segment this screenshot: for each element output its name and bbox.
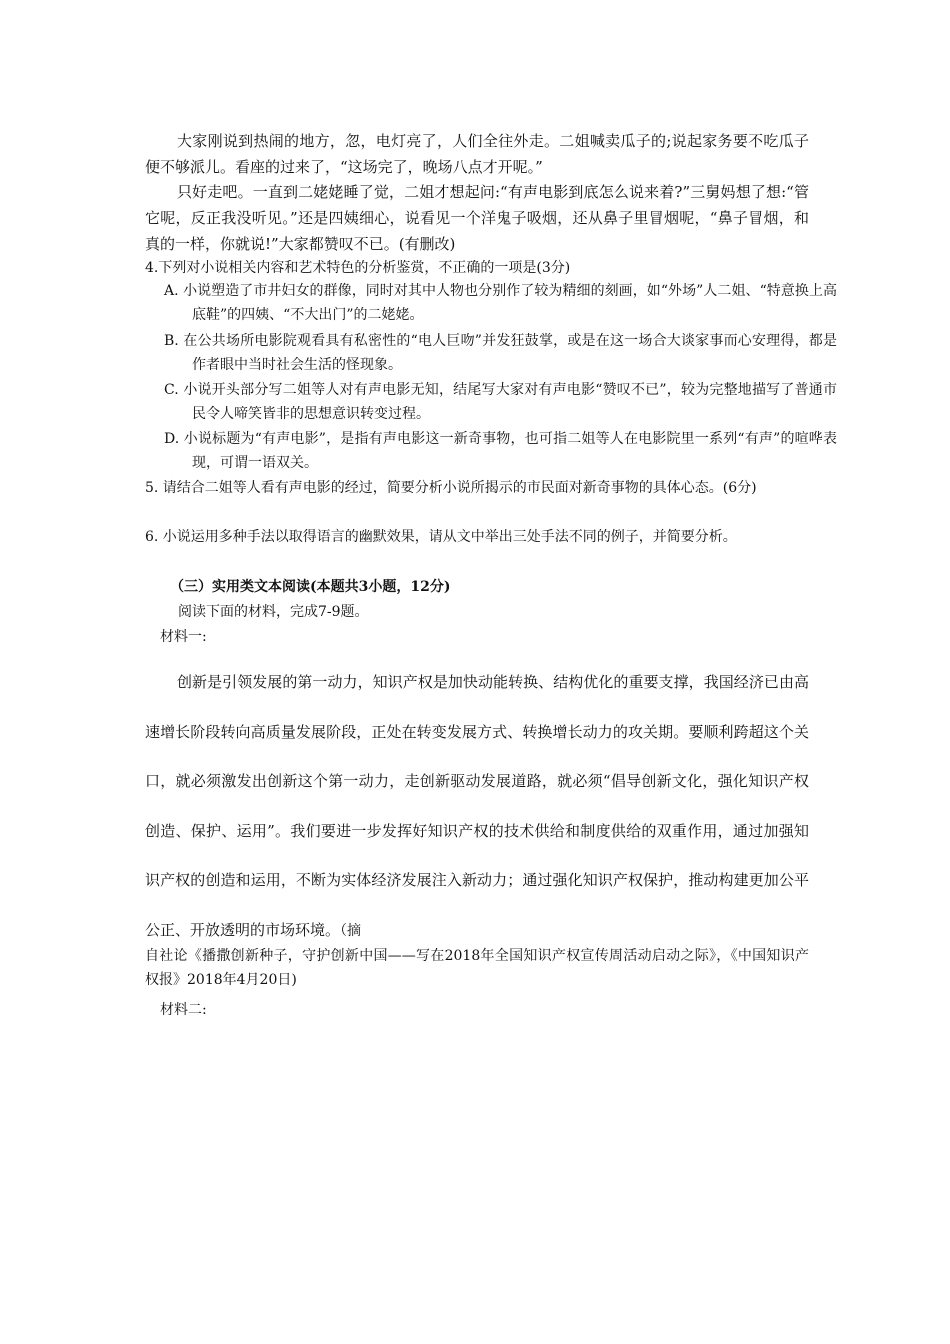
question-6: 6. 小说运用多种手法以取得语言的幽默效果，请从文中举出三处手法不同的例子，并简要分析。: [145, 529, 737, 545]
material-1-source: 自社论《播撒创新种子，守护创新中国——写在2018年全国知识产权宣传周活动启动之际》，《中国知识产权报》2018年4月20日): [145, 948, 809, 988]
question-4-option-b: B. 在公共场所电影院观看具有私密性的“电人巨吻”并发狂鼓掌，或是在这一场合大谈家事而心安理得，都是作者眼中当时社会生活的怪现象。: [164, 333, 837, 373]
material-1-source-open: （摘: [340, 922, 362, 939]
question-4-option-a: A. 小说塑造了市井妇女的群像，同时对其中人物也分别作了较为精细的刻画，如“外场”人二姐、“特意换上高底鞋”的四姨、“不大出门”的二姥姥。: [164, 283, 837, 323]
section-3-title: （三）实用类文本阅读(本题共3小题，12分): [170, 579, 451, 595]
question-4-option-d: D. 小说标题为“有声电影”，是指有声电影这一新奇事物，也可指二姐等人在电影院里一系列“有声”的喧哗表现，可谓一语双关。: [164, 431, 837, 471]
material-1-text: 创新是引领发展的第一动力，知识产权是加快动能转换、结构优化的重要支撑，我国经济已由高速增长阶段转向高质量发展阶段，正处在转变发展方式、转换增长动力的攻关期。要顺利跨超这个关口，就必须激发出创新这个第一动力，走创新驱动发展道路，就必须“倡导创新文化，强化知识产权创造、保护、运用”。我们要进一步发挥好知识产权的技术供给和制度供给的双重作用，通过加强知识产权的创造和运用，不断为实体经济发展注入新动力；通过强化知识产权保护，推动构建更加公平公正、开放透明的市场环境。: [145, 673, 809, 939]
question-4-stem: 4.下列对小说相关内容和艺术特色的分析鉴赏，不正确的一项是(3分): [145, 260, 571, 276]
question-5: 5. 请结合二姐等人看有声电影的经过，简要分析小说所揭示的市民面对新奇事物的具体心态。(6分): [145, 480, 757, 496]
material-1-label: 材料一:: [160, 629, 207, 645]
section-3-instruction: 阅读下面的材料，完成7-9题。: [178, 604, 369, 620]
question-4-option-c: C. 小说开头部分写二姐等人对有声电影无知，结尾写大家对有声电影“赞叹不已”，较为完整地描写了普通市民令人啼笑皆非的思想意识转变过程。: [164, 382, 837, 422]
material-2-label: 材料二:: [160, 1002, 207, 1018]
story-paragraph-2: 只好走吧。一直到二姥姥睡了觉，二姐才想起问:“有声电影到底怎么说来着?”三舅妈想了想:“管它呢，反正我没听见。”还是四姨细心，说看见一个洋鬼子吸烟，还从鼻子里冒烟呢，“鼻子冒烟，和真的一样，你就说!”大家都赞叹不已。(有删改): [145, 183, 809, 253]
material-1-body: [145, 658, 809, 957]
story-paragraph-1: 大家刚说到热闹的地方，忽，电灯亮了，人们全往外走。二姐喊卖瓜子的;说起家务要不吃瓜子便不够派儿。看座的过来了，“这场完了，晚场八点才开呢。”: [145, 132, 809, 176]
